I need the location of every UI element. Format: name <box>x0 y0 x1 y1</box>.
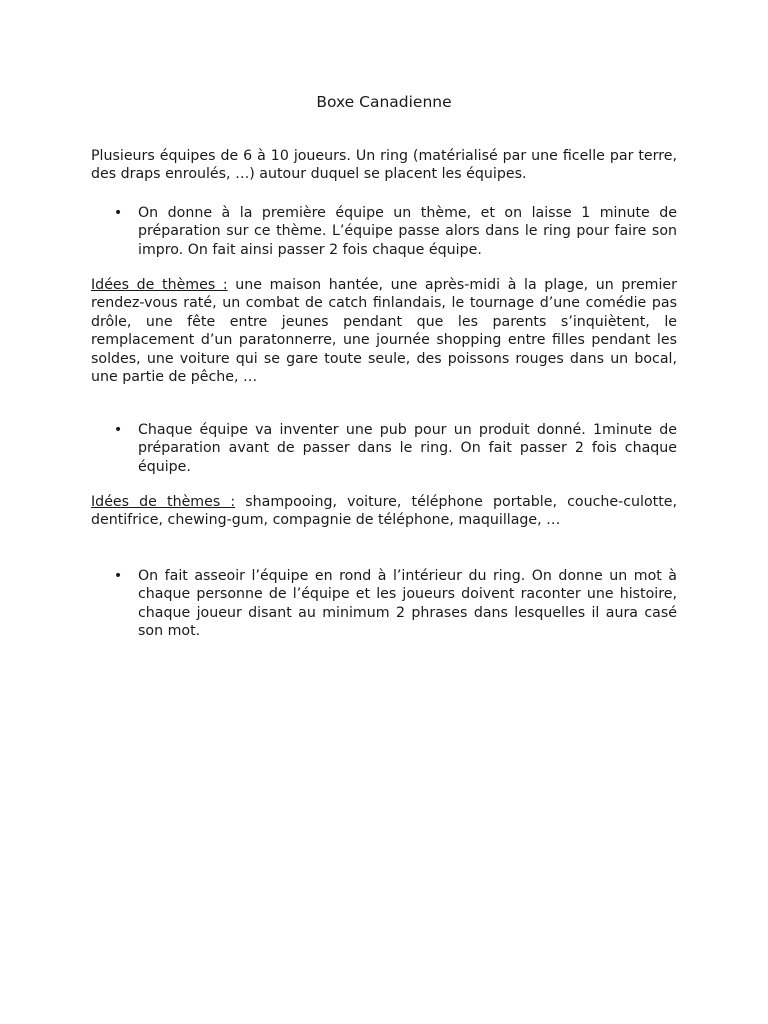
ideas-paragraph-1 <box>91 276 677 386</box>
bullet-text-1: On donne à la première équipe un thème, et on laisse 1 minute de préparation sur ce thème. L’équipe passe alors dans le ring pour faire son impro. On fait ainsi passer 2 fois chaque équipe. <box>138 205 677 258</box>
intro-paragraph: Plusieurs équipes de 6 à 10 joueurs. Un ring (matérialisé par une ficelle par terre, des draps enroulés, …) autour duquel se placent les équipes. <box>91 148 677 183</box>
ideas-text-2: shampooing, voiture, téléphone portable, couche-culotte, dentifrice, chewing-gum, compagnie de téléphone, maquillage, … <box>91 494 677 529</box>
ideas-paragraph-2 <box>91 493 677 530</box>
bullet-icon: • <box>113 205 123 221</box>
document-title: Boxe Canadienne <box>316 93 452 111</box>
bullet-text-3: On fait asseoir l’équipe en rond à l’intérieur du ring. On donne un mot à chaque personne de l’équipe et les joueurs doivent raconter une histoire, chaque joueur disant au minimum 2 phrases dans lesquelles il aura casé son mot. <box>138 568 677 640</box>
bullet-icon: • <box>113 422 123 438</box>
bullet-text-2: Chaque équipe va inventer une pub pour un produit donné. 1minute de préparation avant de passer dans le ring. On fait passer 2 fois chaque équipe. <box>138 422 677 475</box>
ideas-label-1: Idées de thèmes : <box>91 277 228 293</box>
ideas-label-2: Idées de thèmes : <box>91 494 236 510</box>
bullet-icon: • <box>113 568 123 584</box>
ideas-text-1: une maison hantée, une après-midi à la plage, un premier rendez-vous raté, un combat de catch finlandais, le tournage d’une comédie pas drôle, une fête entre jeunes pendant que les parents s’inquiètent, le remplacement d’un paratonnerre, une journée shopping entre filles pendant les soldes, une voiture qui se gare toute seule, des poissons rouges dans un bocal, une partie de pêche, … <box>91 277 677 386</box>
